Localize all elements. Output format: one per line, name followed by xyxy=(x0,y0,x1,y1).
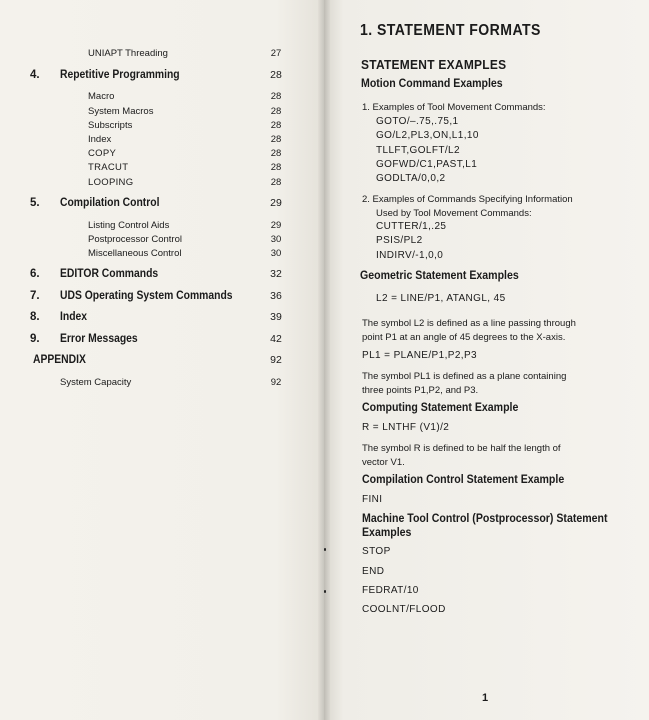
toc-entry-page: 28 xyxy=(270,177,282,188)
toc-entry[interactable] xyxy=(0,177,324,193)
toc-chapter-title: Repetitive Programming xyxy=(60,69,180,81)
toc-entry-page: 28 xyxy=(270,134,282,145)
statement-examples-heading: STATEMENT EXAMPLES xyxy=(361,57,507,72)
toc-entry-title: LOOPING xyxy=(88,177,134,188)
toc-entry-title: TRACUT xyxy=(88,162,129,173)
left-page-contents xyxy=(0,0,324,720)
right-page-statement-formats xyxy=(324,0,649,720)
code-line: FEDRAT/10 xyxy=(362,585,419,596)
book-gutter xyxy=(318,0,330,720)
body-text: The symbol R is defined to be half the length of xyxy=(362,443,561,454)
toc-appendix[interactable] xyxy=(0,354,324,370)
toc-chapter-page: 36 xyxy=(270,290,282,302)
compilation-heading: Compilation Control Statement Example xyxy=(362,474,565,486)
body-text: The symbol L2 is defined as a line passing through xyxy=(362,318,576,329)
toc-entry[interactable] xyxy=(0,162,324,178)
toc-entry-page: 28 xyxy=(270,120,282,131)
toc-chapter-title: EDITOR Commands xyxy=(60,268,159,280)
toc-appendix-page: 92 xyxy=(270,354,282,366)
geometric-heading: Geometric Statement Examples xyxy=(360,270,519,282)
toc-chapter-page: 39 xyxy=(270,311,282,323)
toc-entry-title: COPY xyxy=(88,148,117,159)
code-line: L2 = LINE/P1, ATANGL, 45 xyxy=(376,293,506,304)
code-line: COOLNT/FLOOD xyxy=(362,604,446,615)
toc-chapter[interactable] xyxy=(0,311,324,327)
code-line: FINI xyxy=(362,494,383,505)
machine-heading: Machine Tool Control (Postprocessor) Statement xyxy=(362,513,608,525)
toc-entry-page: 30 xyxy=(270,234,282,245)
toc-entry-title: Index xyxy=(88,134,112,145)
toc-chapter-page: 42 xyxy=(270,333,282,345)
code-line: GOFWD/C1,PAST,L1 xyxy=(376,159,478,170)
toc-entry-title: Postprocessor Control xyxy=(88,234,182,245)
toc-chapter-number: 9. xyxy=(30,333,40,345)
toc-entry[interactable] xyxy=(0,91,324,107)
code-line: END xyxy=(362,566,385,577)
toc-chapter-title: Compilation Control xyxy=(60,197,160,209)
toc-chapter-title: UDS Operating System Commands xyxy=(60,290,233,302)
toc-entry-title: Subscripts xyxy=(88,120,133,131)
toc-entry-title: System Capacity xyxy=(60,377,132,388)
toc-entry-page: 28 xyxy=(270,106,282,117)
toc-chapter[interactable] xyxy=(0,69,324,85)
toc-chapter-page: 28 xyxy=(270,69,282,81)
code-line: GOTO/–.75,.75,1 xyxy=(376,116,459,127)
code-line: PSIS/PL2 xyxy=(376,235,423,246)
toc-entry-page: 30 xyxy=(270,248,282,259)
toc-chapter-number: 6. xyxy=(30,268,40,280)
item2-intro: 2. Examples of Commands Specifying Information xyxy=(362,194,573,205)
machine-heading-cont: Examples xyxy=(362,527,412,539)
toc-chapter-number: 5. xyxy=(30,197,40,209)
toc-entry[interactable] xyxy=(0,48,324,64)
toc-entry-title: UNIAPT Threading xyxy=(88,48,168,59)
toc-entry-page: 29 xyxy=(270,220,282,231)
toc-chapter[interactable] xyxy=(0,290,324,306)
toc-appendix-title: APPENDIX xyxy=(33,354,86,366)
body-text: vector V1. xyxy=(362,457,405,468)
toc-chapter-page: 32 xyxy=(270,268,282,280)
toc-entry[interactable] xyxy=(0,377,324,393)
toc-entry-page: 28 xyxy=(270,91,282,102)
toc-chapter-number: 8. xyxy=(30,311,40,323)
body-text: point P1 at an angle of 45 degrees to the X-axis. xyxy=(362,332,566,343)
section-title: 1. STATEMENT FORMATS xyxy=(360,22,541,39)
toc-chapter[interactable] xyxy=(0,197,324,213)
item1-intro: 1. Examples of Tool Movement Commands: xyxy=(362,102,546,113)
code-line: STOP xyxy=(362,546,391,557)
toc-chapter-title: Index xyxy=(60,311,88,323)
toc-entry-page: 27 xyxy=(270,48,282,59)
computing-heading: Computing Statement Example xyxy=(362,402,519,414)
code-line: PL1 = PLANE/P1,P2,P3 xyxy=(362,350,478,361)
toc-entry-page: 28 xyxy=(270,162,282,173)
code-line: GO/L2,PL3,ON,L1,10 xyxy=(376,130,479,141)
toc-entry-title: System Macros xyxy=(88,106,154,117)
body-text: The symbol PL1 is defined as a plane containing xyxy=(362,371,567,382)
toc-chapter-title: Error Messages xyxy=(60,333,138,345)
toc-chapter-page: 29 xyxy=(270,197,282,209)
toc-chapter-number: 7. xyxy=(30,290,40,302)
code-line: TLLFT,GOLFT/L2 xyxy=(376,145,460,156)
toc-entry[interactable] xyxy=(0,248,324,264)
toc-entry-title: Miscellaneous Control xyxy=(88,248,182,259)
code-line: R = LNTHF (V1)/2 xyxy=(362,422,450,433)
toc-entry-page: 28 xyxy=(270,148,282,159)
page-number: 1 xyxy=(482,692,489,704)
toc-chapter[interactable] xyxy=(0,268,324,284)
toc-entry-title: Listing Control Aids xyxy=(88,220,170,231)
toc-entry-page: 92 xyxy=(270,377,282,388)
toc-entry-title: Macro xyxy=(88,91,115,102)
code-line: CUTTER/1,.25 xyxy=(376,221,447,232)
code-line: INDIRV/-1,0,0 xyxy=(376,250,444,261)
body-text: three points P1,P2, and P3. xyxy=(362,385,479,396)
motion-command-heading: Motion Command Examples xyxy=(361,78,503,90)
code-line: GODLTA/0,0,2 xyxy=(376,173,446,184)
item2-intro-cont: Used by Tool Movement Commands: xyxy=(376,208,532,219)
toc-chapter[interactable] xyxy=(0,333,324,349)
toc-chapter-number: 4. xyxy=(30,69,40,81)
